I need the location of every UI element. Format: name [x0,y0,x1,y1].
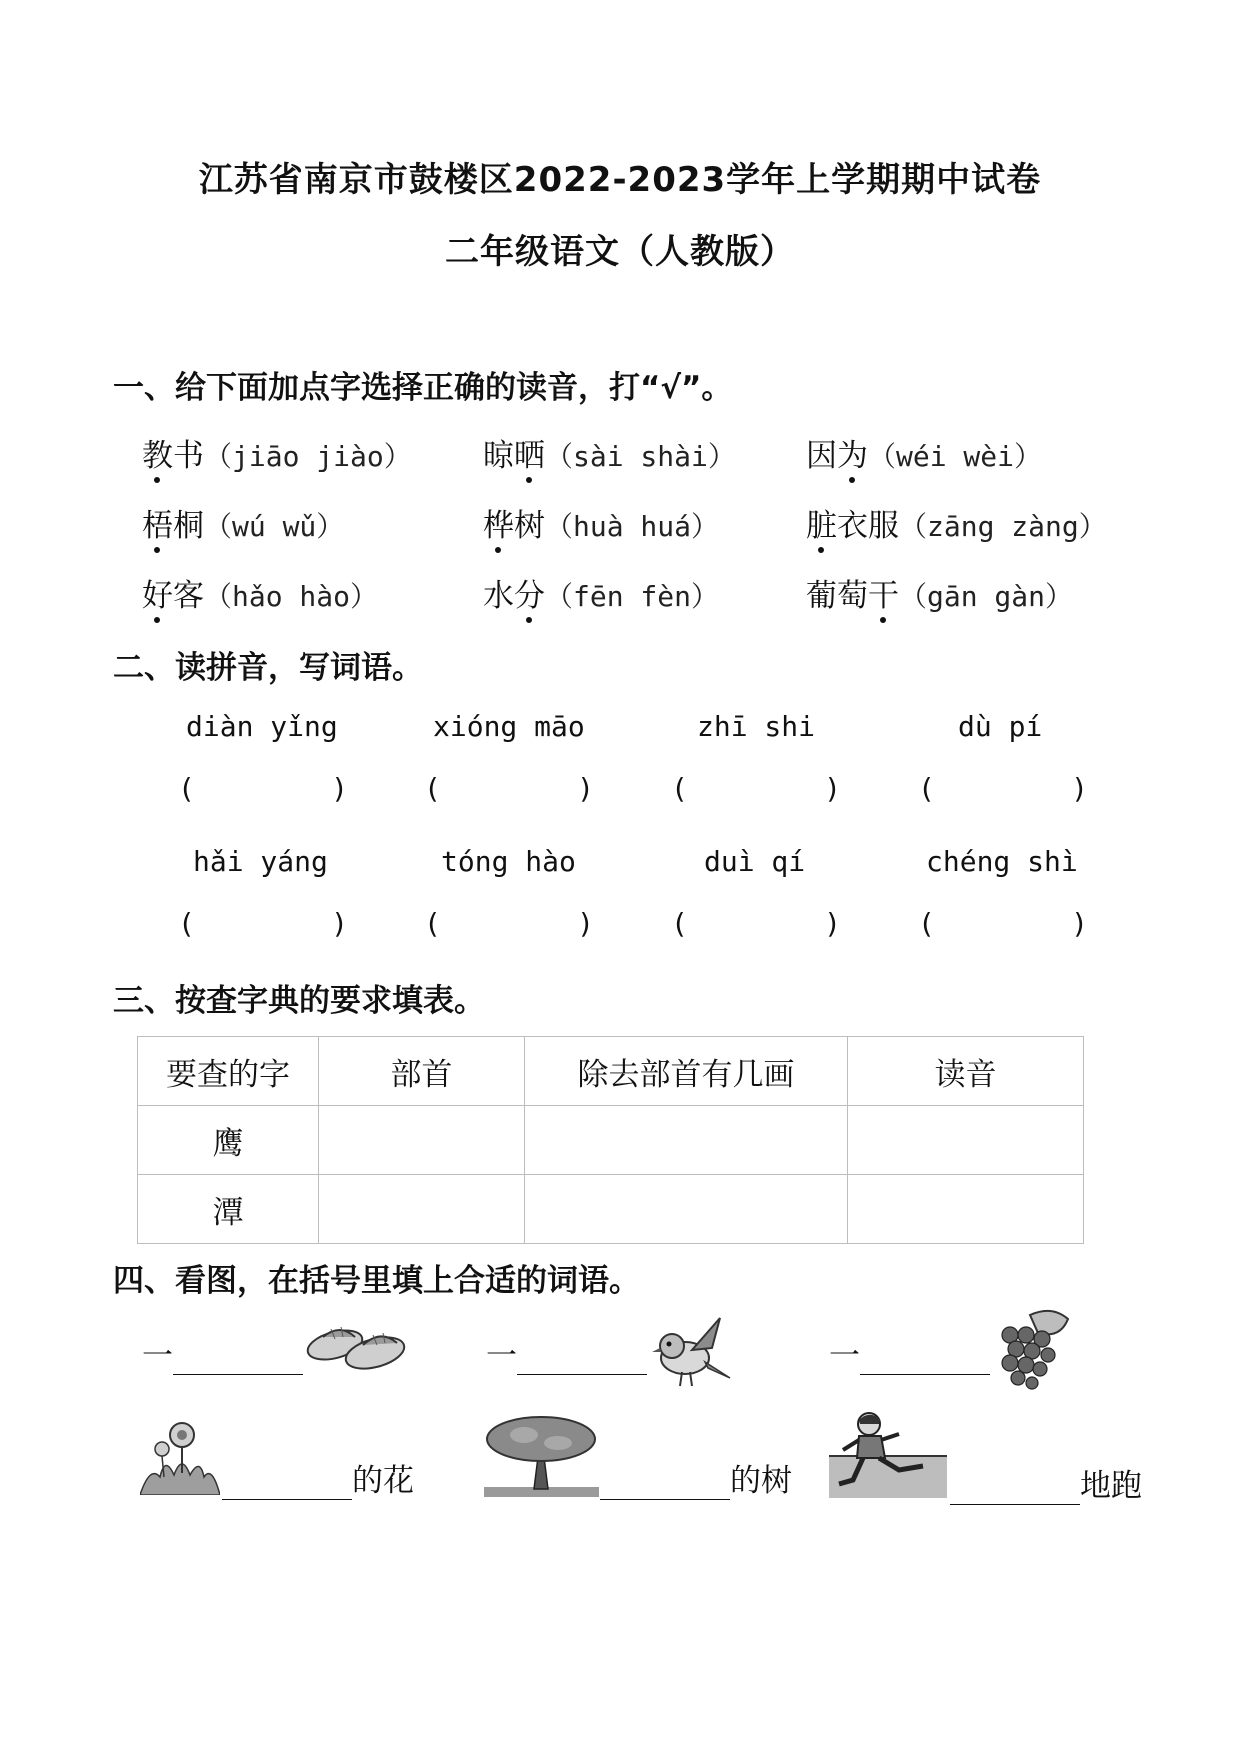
emphasis-dot [154,617,160,623]
fill-bird: 一 [486,1330,647,1375]
pinyin-1: diàn yǐng [186,710,338,743]
emphasis-dot [154,547,160,553]
table-cell-input[interactable] [319,1175,525,1244]
table-header: 除去部首有几画 [525,1037,848,1106]
emphasis-dot [495,547,501,553]
table-cell-input[interactable] [848,1175,1084,1244]
table-cell-char: 潭 [138,1175,319,1244]
item-1-1 [142,430,412,475]
page-subtitle: 二年级语文（人教版） [445,232,795,272]
table-row [138,1175,1084,1244]
answer-box[interactable]: ( ) [671,907,841,940]
blank-line[interactable] [950,1504,1080,1505]
fill-flower: 的花 [222,1455,414,1500]
table-header: 读音 [848,1037,1084,1106]
pinyin-options: （zāng zàng） [899,510,1107,543]
blank-line[interactable] [173,1374,303,1375]
word: 因为 [806,438,868,474]
word: 水分 [483,578,545,614]
word: 葡萄干 [806,578,899,614]
pinyin-options: （jiāo jiào） [204,440,412,473]
table-row [138,1106,1084,1175]
table-cell-input[interactable] [525,1106,848,1175]
item-2-3 [806,500,1107,545]
pinyin-8: chéng shì [926,845,1078,878]
pinyin-5: hǎi yáng [193,845,328,878]
pinyin-2: xióng māo [433,710,585,743]
emphasis-dot [154,477,160,483]
word: 教书 [142,438,204,474]
emphasis-dot [526,477,532,483]
answer-box[interactable]: ( ) [918,772,1088,805]
section4-heading: 四、看图，在括号里填上合适的词语。 [113,1263,640,1299]
fill-grapes: 一 [829,1330,990,1375]
table-header: 要查的字 [138,1037,319,1106]
item-1-2 [483,430,736,475]
answer-box[interactable]: ( ) [424,772,594,805]
pinyin-4: dù pí [958,710,1043,743]
fill-tree: 的树 [600,1455,792,1500]
section2-heading: 二、读拼音，写词语。 [113,650,423,686]
blank-line[interactable] [517,1374,647,1375]
item-2-2 [483,500,719,545]
item-2-1 [142,500,344,545]
table-header-row [138,1037,1084,1106]
blank-line[interactable] [600,1499,730,1500]
word: 晾晒 [483,438,545,474]
pinyin-7: duì qí [704,845,806,878]
tree-illustration [484,1415,599,1497]
pinyin-options: （wéi wèi） [868,440,1043,473]
word: 脏衣服 [806,508,899,544]
item-1-3 [806,430,1042,475]
blank-line[interactable] [222,1499,352,1500]
flower-illustration [140,1415,220,1495]
answer-box[interactable]: ( ) [178,772,348,805]
grapes-illustration [990,1305,1080,1395]
emphasis-dot [526,617,532,623]
slippers-illustration [305,1315,410,1370]
blank-line[interactable] [860,1374,990,1375]
pinyin-options: （wú wǔ） [204,510,345,543]
emphasis-dot [849,477,855,483]
section3-heading: 三、按查字典的要求填表。 [113,983,485,1019]
dictionary-table [137,1036,1084,1244]
pinyin-options: （huà huá） [545,510,720,543]
table-cell-input[interactable] [525,1175,848,1244]
answer-box[interactable]: ( ) [918,907,1088,940]
page-title: 江苏省南京市鼓楼区2022-2023学年上学期期中试卷 [198,160,1042,200]
pinyin-3: zhī shi [697,710,816,743]
answer-box[interactable]: ( ) [424,907,594,940]
bird-illustration [650,1310,735,1395]
item-3-3 [806,570,1073,615]
answer-box[interactable]: ( ) [178,907,348,940]
emphasis-dot [818,547,824,553]
fill-run: 地跑 [950,1460,1142,1505]
word: 好客 [142,578,204,614]
section1-heading: 一、给下面加点字选择正确的读音，打“√”。 [113,370,733,406]
word: 梧桐 [142,508,204,544]
table-cell-input[interactable] [848,1106,1084,1175]
pinyin-options: （gān gàn） [899,580,1074,613]
pinyin-6: tóng hào [441,845,576,878]
table-cell-input[interactable] [319,1106,525,1175]
answer-box[interactable]: ( ) [671,772,841,805]
table-header: 部首 [319,1037,525,1106]
pinyin-options: （sài shài） [545,440,736,473]
word: 桦树 [483,508,545,544]
table-cell-char: 鹰 [138,1106,319,1175]
emphasis-dot [880,617,886,623]
pinyin-options: （fēn fèn） [545,580,720,613]
running-boy-illustration [829,1410,947,1498]
item-3-1 [142,570,378,615]
item-3-2 [483,570,719,615]
pinyin-options: （hǎo hào） [204,580,379,613]
fill-slippers: 一 [142,1330,303,1375]
